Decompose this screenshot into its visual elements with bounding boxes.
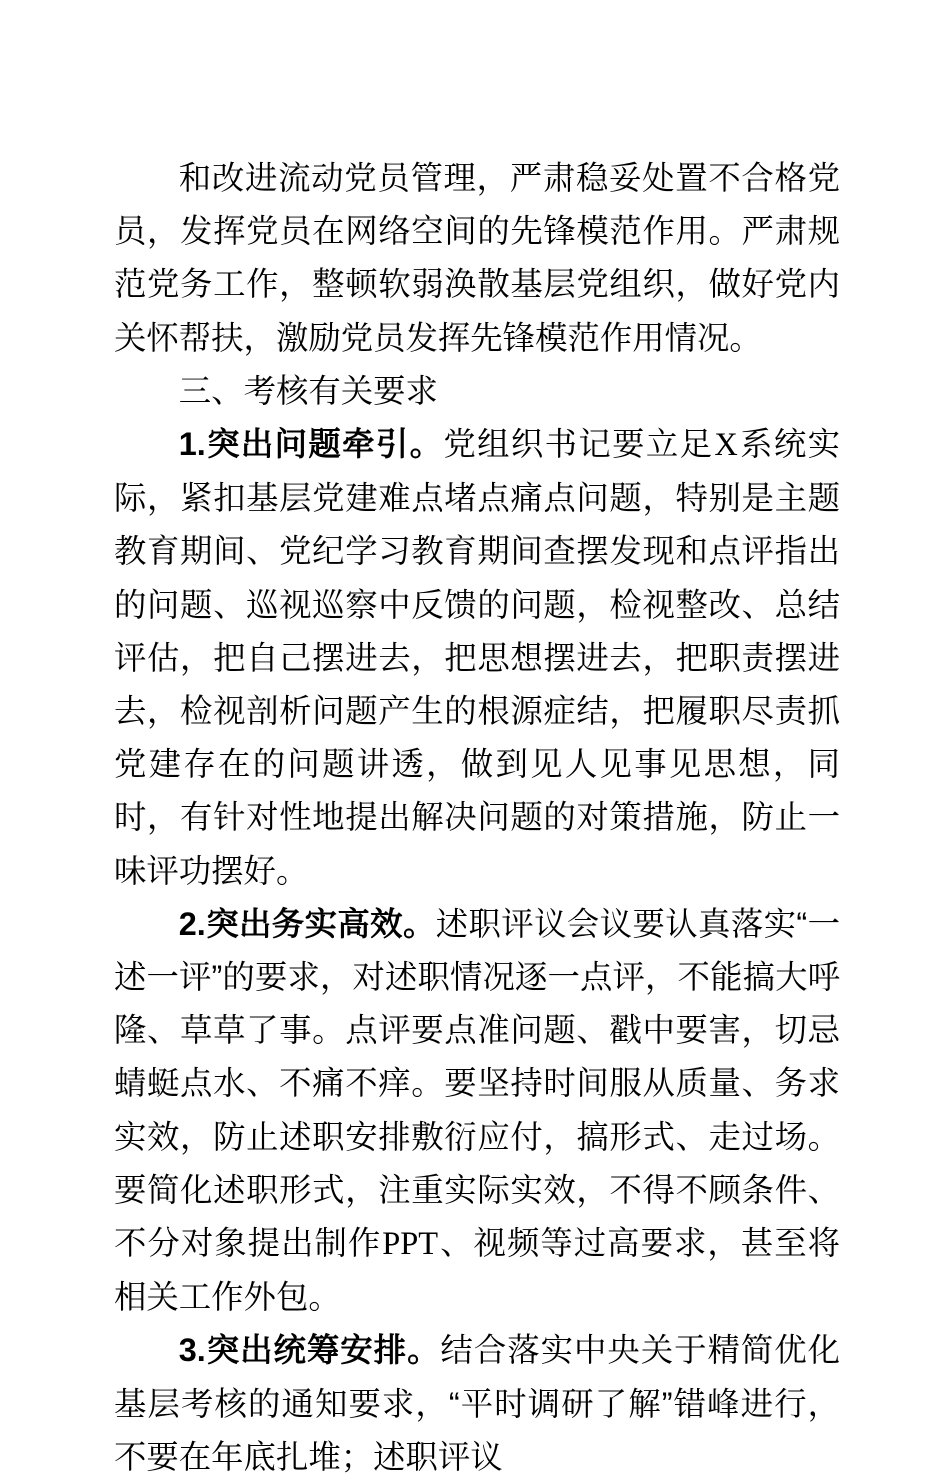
numbered-item-2-latin-token: PPT xyxy=(382,1226,439,1263)
numbered-item-1-text-before-latin: 党组织书记要立足 xyxy=(443,426,714,463)
numbered-item-2-text-before-latin: 述职评议会议要认真落实“一述一评”的要求，对述职情况逐一点评，不能搞大呼隆、草草了事。点评要点准问题、戳中要害，切忌蜻蜓点水、不痛不痒。要坚持时间服从质量、务求实效，防止述职安排敷衍应付，搞形式、走过场。要简化述职形式，注重实际实效，不得不顾条件、不分对象提出制作 xyxy=(114,905,840,1262)
numbered-item-3-text-before-latin: 结合落实中央关于精简优化基层考核的通知要求，“平时调研了解”错峰进行，不要在年底扎堆；述职评议 xyxy=(114,1332,841,1475)
numbered-item-2-lead: 2.突出务实高效。 xyxy=(178,905,436,942)
numbered-item-1-latin-token: X xyxy=(714,427,738,464)
numbered-item-2-text-after-latin: 、视频等过高要求，甚至将相关工作外包。 xyxy=(114,1225,841,1316)
paragraph-continuation-text: 和改进流动党员管理，严肃稳妥处置不合格党员，发挥党员在网络空间的先锋模范作用。严肃规范党务工作，整顿软弱涣散基层党组织，做好党内关怀帮扶，激励党员发挥先锋模范作用情况。 xyxy=(114,160,840,356)
numbered-item-2 xyxy=(114,898,840,1325)
section-heading-three xyxy=(114,365,840,418)
document-body xyxy=(114,152,840,1484)
numbered-item-3-lead: 3.突出统筹安排。 xyxy=(178,1332,441,1369)
numbered-item-1-text-after-latin: 系统实际，紧扣基层党建难点堵点痛点问题，特别是主题教育期间、党纪学习教育期间查摆发现和点评指出的问题、巡视巡察中反馈的问题，检视整改、总结评估，把自己摆进去，把思想摆进去，把职责摆进去，检视剖析问题产生的根源症结，把履职尽责抓党建存在的问题讲透，做到见人见事见思想，同时，有针对性地提出解决问题的对策措施，防止一味评功摆好。 xyxy=(114,426,841,889)
paragraph-continuation xyxy=(114,152,840,365)
numbered-item-1 xyxy=(114,418,840,898)
section-heading-three-text: 三、考核有关要求 xyxy=(178,372,438,409)
numbered-item-1-lead: 1.突出问题牵引。 xyxy=(178,426,444,463)
numbered-item-3 xyxy=(114,1324,840,1484)
